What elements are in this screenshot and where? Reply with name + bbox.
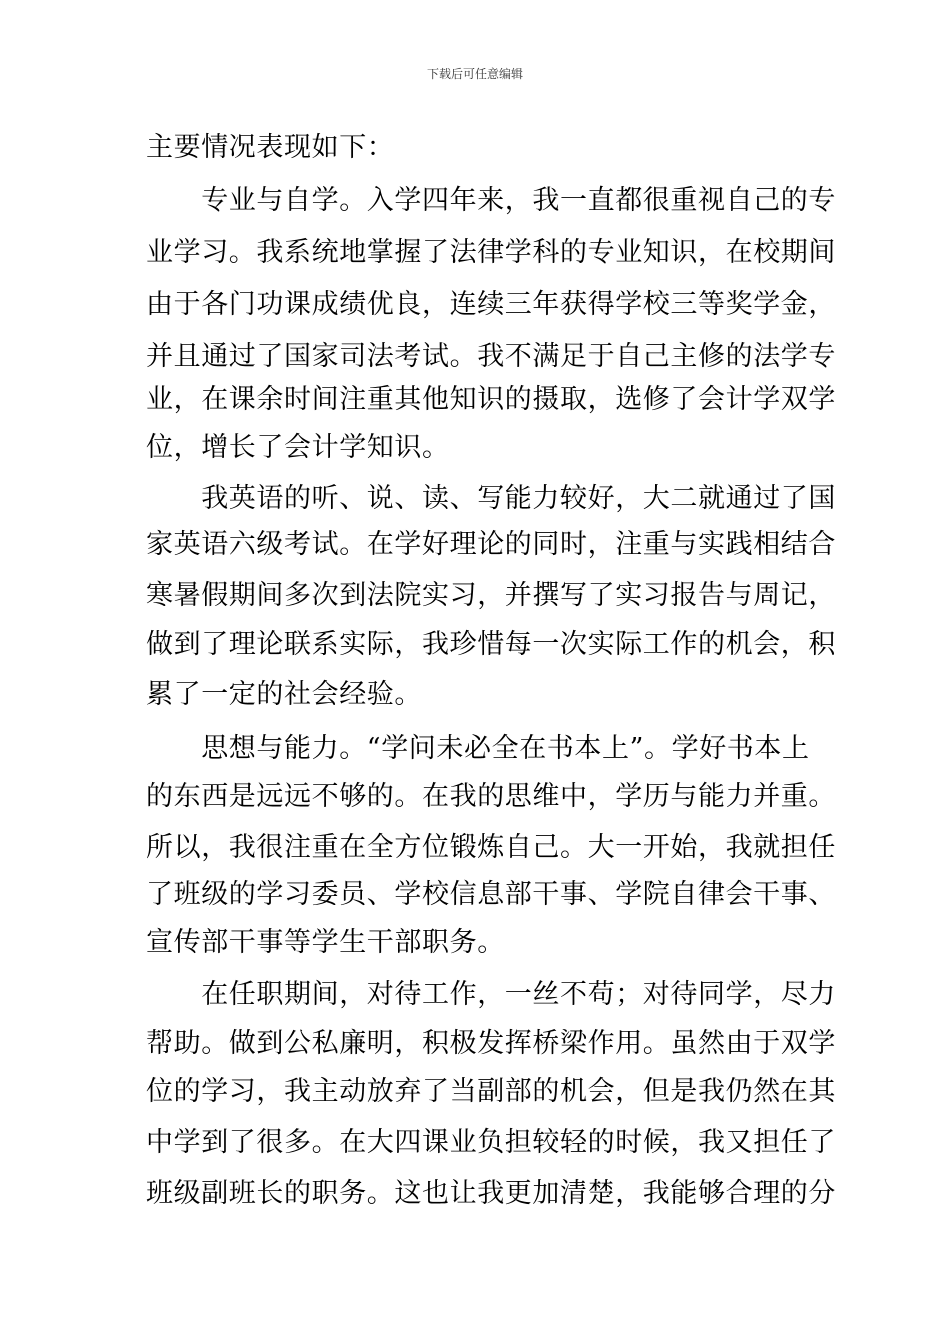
- text-line: 在任职期间，对待工作，一丝不苟；对待同学，尽力: [146, 979, 836, 1010]
- text-line: 业，在课余时间注重其他知识的摄取，选修了会计学双学: [146, 384, 836, 415]
- text-line: 家英语六级考试。在学好理论的同时，注重与实践相结合: [146, 529, 836, 560]
- text-line: 位的学习，我主动放弃了当副部的机会，但是我仍然在其: [146, 1076, 836, 1107]
- text-line: 的东西是远远不够的。在我的思维中，学历与能力并重。: [146, 781, 836, 812]
- text-line: 并且通过了国家司法考试。我不满足于自己主修的法学专: [146, 341, 836, 372]
- text-line: 累了一定的社会经验。: [146, 679, 422, 710]
- text-line: 宣传部干事等学生干部职务。: [146, 927, 505, 958]
- text-line: 我英语的听、说、读、写能力较好，大二就通过了国: [146, 483, 836, 514]
- text-line: 中学到了很多。在大四课业负担较轻的时候，我又担任了: [146, 1127, 836, 1158]
- text-line: 寒暑假期间多次到法院实习，并撰写了实习报告与周记，: [146, 580, 836, 611]
- text-line: 班级副班长的职务。这也让我更加清楚，我能够合理的分: [146, 1178, 836, 1209]
- text-line: 所以，我很注重在全方位锻炼自己。大一开始，我就担任: [146, 832, 836, 863]
- text-line: 了班级的学习委员、学校信息部干事、学院自律会干事、: [146, 879, 836, 910]
- text-line: 由于各门功课成绩优良，连续三年获得学校三等奖学金，: [146, 289, 836, 320]
- page-header-note: 下载后可任意编辑: [426, 67, 523, 81]
- text-line: 帮助。做到公私廉明，积极发挥桥梁作用。虽然由于双学: [146, 1028, 836, 1059]
- text-line: 专业与自学。入学四年来，我一直都很重视自己的专: [146, 185, 836, 216]
- text-line: 做到了理论联系实际，我珍惜每一次实际工作的机会，积: [146, 629, 836, 660]
- text-line: 业学习。我系统地掌握了法律学科的专业知识，在校期间: [146, 237, 836, 268]
- text-line: 位，增长了会计学知识。: [146, 432, 450, 463]
- text-line: 思想与能力。“学问未必全在书本上”。学好书本上: [146, 733, 810, 764]
- text-line: 主要情况表现如下：: [146, 132, 395, 163]
